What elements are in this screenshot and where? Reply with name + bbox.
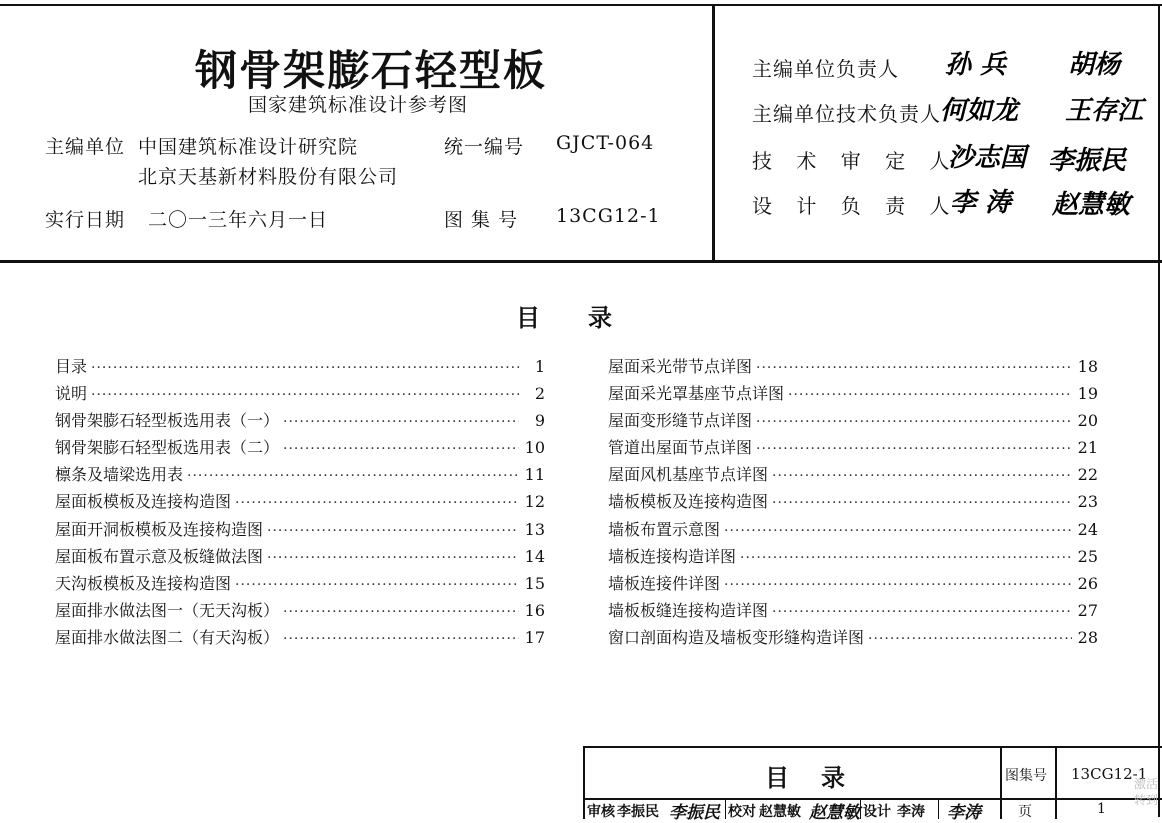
right-border bbox=[1158, 4, 1160, 817]
toc-item[interactable] bbox=[55, 462, 545, 489]
designer: 李涛 bbox=[897, 804, 925, 820]
toc-item-page: 10 bbox=[524, 438, 545, 458]
atlas-no-label: 图 集 号 bbox=[444, 209, 519, 231]
editor-unit-1: 中国建筑标准设计研究院 bbox=[138, 136, 359, 158]
toc-item[interactable] bbox=[608, 489, 1098, 516]
atlas-no: 13CG12-1 bbox=[556, 205, 661, 227]
toc-item-page: 2 bbox=[534, 384, 545, 404]
toc-item-title: 檩条及墙梁选用表 bbox=[55, 465, 184, 485]
atlas-no: 13CG12-1 bbox=[1071, 765, 1148, 783]
toc-leader bbox=[788, 387, 1072, 403]
toc-leader bbox=[724, 577, 1072, 593]
toc-item-page: 11 bbox=[524, 465, 545, 485]
title-block-divider bbox=[860, 800, 861, 819]
toc-leader bbox=[756, 360, 1072, 376]
responsible-role: 设 计 负 责 人 bbox=[752, 194, 959, 218]
toc-item-title: 屋面排水做法图一（无天沟板） bbox=[55, 600, 280, 620]
toc-item-title: 管道出屋面节点详图 bbox=[608, 438, 753, 458]
toc-item-page: 15 bbox=[524, 573, 545, 593]
responsible-role: 主编单位技术负责人 bbox=[752, 102, 941, 126]
toc-heading: 目 录 bbox=[516, 303, 612, 332]
toc-item[interactable] bbox=[55, 625, 545, 652]
toc-item-page: 14 bbox=[524, 546, 545, 566]
toc-leader bbox=[267, 523, 519, 539]
signature: 孙 兵 bbox=[945, 50, 1007, 80]
watermark-line: 激活 bbox=[1133, 777, 1158, 791]
date: 二〇一三年六月一日 bbox=[148, 209, 329, 231]
toc-item-title: 屋面采光罩基座节点详图 bbox=[608, 384, 785, 404]
reviewer: 李振民 bbox=[617, 804, 659, 820]
responsible-role: 主编单位负责人 bbox=[752, 57, 899, 81]
designer-signature: 李涛 bbox=[947, 803, 981, 823]
toc-item-title: 屋面风机基座节点详图 bbox=[608, 465, 769, 485]
toc-item[interactable] bbox=[55, 435, 545, 462]
toc-item-title: 墙板模板及连接构造图 bbox=[608, 492, 769, 512]
date-label: 实行日期 bbox=[45, 209, 126, 231]
toc-item-page: 9 bbox=[534, 411, 545, 431]
toc-item[interactable] bbox=[55, 489, 545, 516]
toc-item[interactable] bbox=[55, 408, 545, 435]
toc-leader bbox=[756, 441, 1072, 457]
check-label: 校对 bbox=[728, 804, 756, 820]
toc-item[interactable] bbox=[55, 571, 545, 598]
title-block-title: 目 录 bbox=[765, 763, 849, 792]
toc-leader bbox=[235, 577, 519, 593]
toc-item-page: 25 bbox=[1077, 546, 1098, 566]
toc-item-title: 屋面变形缝节点详图 bbox=[608, 411, 753, 431]
checker-signature: 赵慧敏 bbox=[809, 803, 860, 823]
toc-item-title: 钢骨架膨石轻型板选用表（一） bbox=[55, 411, 280, 431]
toc-item-title: 目录 bbox=[55, 357, 88, 376]
toc-leader bbox=[772, 604, 1072, 620]
header-divider bbox=[712, 4, 715, 262]
toc-item-page: 18 bbox=[1077, 357, 1098, 376]
toc-left-column bbox=[55, 354, 545, 652]
toc-item[interactable] bbox=[608, 544, 1098, 571]
toc-item[interactable] bbox=[55, 598, 545, 625]
toc-item[interactable] bbox=[608, 462, 1098, 489]
title-block bbox=[583, 746, 1162, 823]
toc-item-page: 21 bbox=[1077, 438, 1098, 458]
toc-leader bbox=[772, 495, 1072, 511]
toc-item-page: 16 bbox=[524, 600, 545, 620]
reviewer-signature: 李振民 bbox=[669, 803, 720, 823]
toc-item-title: 屋面采光带节点详图 bbox=[608, 357, 753, 376]
toc-item-page: 23 bbox=[1077, 492, 1098, 512]
toc-leader bbox=[868, 631, 1072, 647]
toc-item[interactable] bbox=[608, 517, 1098, 544]
title-block-divider bbox=[1000, 748, 1002, 819]
checker: 赵慧敏 bbox=[759, 804, 801, 820]
signature: 何如龙 bbox=[940, 96, 1019, 126]
subtitle: 国家建筑标准设计参考图 bbox=[248, 94, 469, 116]
watermark-line: 转到 bbox=[1133, 793, 1158, 807]
toc-item[interactable] bbox=[55, 354, 545, 381]
editor-unit-label: 主编单位 bbox=[45, 136, 126, 158]
toc-item[interactable] bbox=[55, 517, 545, 544]
toc-item-page: 1 bbox=[534, 357, 545, 376]
title-block-divider bbox=[938, 800, 939, 819]
toc-leader bbox=[756, 414, 1072, 430]
toc-item[interactable] bbox=[55, 544, 545, 571]
toc-leader bbox=[772, 468, 1072, 484]
toc-item-title: 墙板板缝连接构造详图 bbox=[608, 600, 769, 620]
toc-leader bbox=[283, 441, 519, 457]
toc-leader bbox=[283, 604, 519, 620]
cover-info bbox=[0, 0, 710, 262]
toc-item-page: 20 bbox=[1077, 411, 1098, 431]
toc-item-title: 墙板布置示意图 bbox=[608, 519, 721, 539]
atlas-no-label: 图集号 bbox=[1005, 768, 1047, 784]
toc-item-title: 钢骨架膨石轻型板选用表（二） bbox=[55, 438, 280, 458]
unified-no-label: 统一编号 bbox=[444, 136, 525, 158]
toc-leader bbox=[283, 631, 519, 647]
toc-item[interactable] bbox=[55, 381, 545, 408]
page-no: 1 bbox=[1097, 801, 1106, 817]
signature: 胡杨 bbox=[1068, 50, 1121, 80]
toc-item-title: 屋面排水做法图二（有天沟板） bbox=[55, 627, 280, 647]
toc-item-title: 说明 bbox=[55, 384, 88, 404]
toc-item[interactable] bbox=[608, 435, 1098, 462]
toc-item[interactable] bbox=[608, 354, 1098, 381]
main-title: 钢骨架膨石轻型板 bbox=[195, 46, 548, 95]
toc-leader bbox=[724, 523, 1072, 539]
signature: 赵慧敏 bbox=[1052, 190, 1131, 220]
toc-item-page: 19 bbox=[1077, 384, 1098, 404]
toc-item[interactable] bbox=[608, 598, 1098, 625]
unified-no: GJCT-064 bbox=[556, 132, 655, 154]
toc-item[interactable] bbox=[608, 571, 1098, 598]
toc-item[interactable] bbox=[608, 381, 1098, 408]
toc-item-page: 27 bbox=[1077, 600, 1098, 620]
toc-item[interactable] bbox=[608, 625, 1098, 652]
toc-item-page: 24 bbox=[1077, 519, 1098, 539]
signature: 李振民 bbox=[1048, 146, 1127, 176]
toc-item-page: 17 bbox=[524, 627, 545, 647]
toc-leader bbox=[740, 550, 1072, 566]
toc-leader bbox=[91, 387, 519, 403]
toc-leader bbox=[235, 495, 519, 511]
toc-item-title: 窗口剖面构造及墙板变形缝构造详图 bbox=[608, 627, 865, 647]
title-block-divider bbox=[725, 800, 726, 819]
toc-item-page: 12 bbox=[524, 492, 545, 512]
toc-leader bbox=[187, 468, 519, 484]
toc-item-title: 天沟板模板及连接构造图 bbox=[55, 573, 232, 593]
toc-item-page: 28 bbox=[1077, 627, 1098, 647]
os-watermark bbox=[1134, 776, 1158, 808]
signature: 沙志国 bbox=[948, 143, 1027, 173]
title-block-divider bbox=[1055, 748, 1057, 819]
toc-right-column bbox=[608, 354, 1098, 652]
signature: 王存江 bbox=[1065, 96, 1144, 126]
toc-item-page: 26 bbox=[1077, 573, 1098, 593]
review-label: 审核 bbox=[587, 804, 615, 820]
signature: 李 涛 bbox=[950, 188, 1012, 218]
toc-item-page: 22 bbox=[1077, 465, 1098, 485]
toc-item-title: 墙板连接构造详图 bbox=[608, 546, 737, 566]
page-label: 页 bbox=[1018, 804, 1032, 820]
toc-item-title: 屋面板布置示意及板缝做法图 bbox=[55, 546, 264, 566]
design-label: 设计 bbox=[863, 804, 891, 820]
toc-item-title: 墙板连接件详图 bbox=[608, 573, 721, 593]
responsible-role: 技 术 审 定 人 bbox=[752, 149, 959, 173]
toc-leader bbox=[267, 550, 519, 566]
toc-item-title: 屋面开洞板模板及连接构造图 bbox=[55, 519, 264, 539]
toc-item[interactable] bbox=[608, 408, 1098, 435]
toc-leader bbox=[91, 360, 519, 376]
toc-leader bbox=[283, 414, 519, 430]
editor-unit-2: 北京天基新材料股份有限公司 bbox=[138, 166, 399, 188]
toc-item-title: 屋面板模板及连接构造图 bbox=[55, 492, 232, 512]
toc-item-page: 13 bbox=[524, 519, 545, 539]
